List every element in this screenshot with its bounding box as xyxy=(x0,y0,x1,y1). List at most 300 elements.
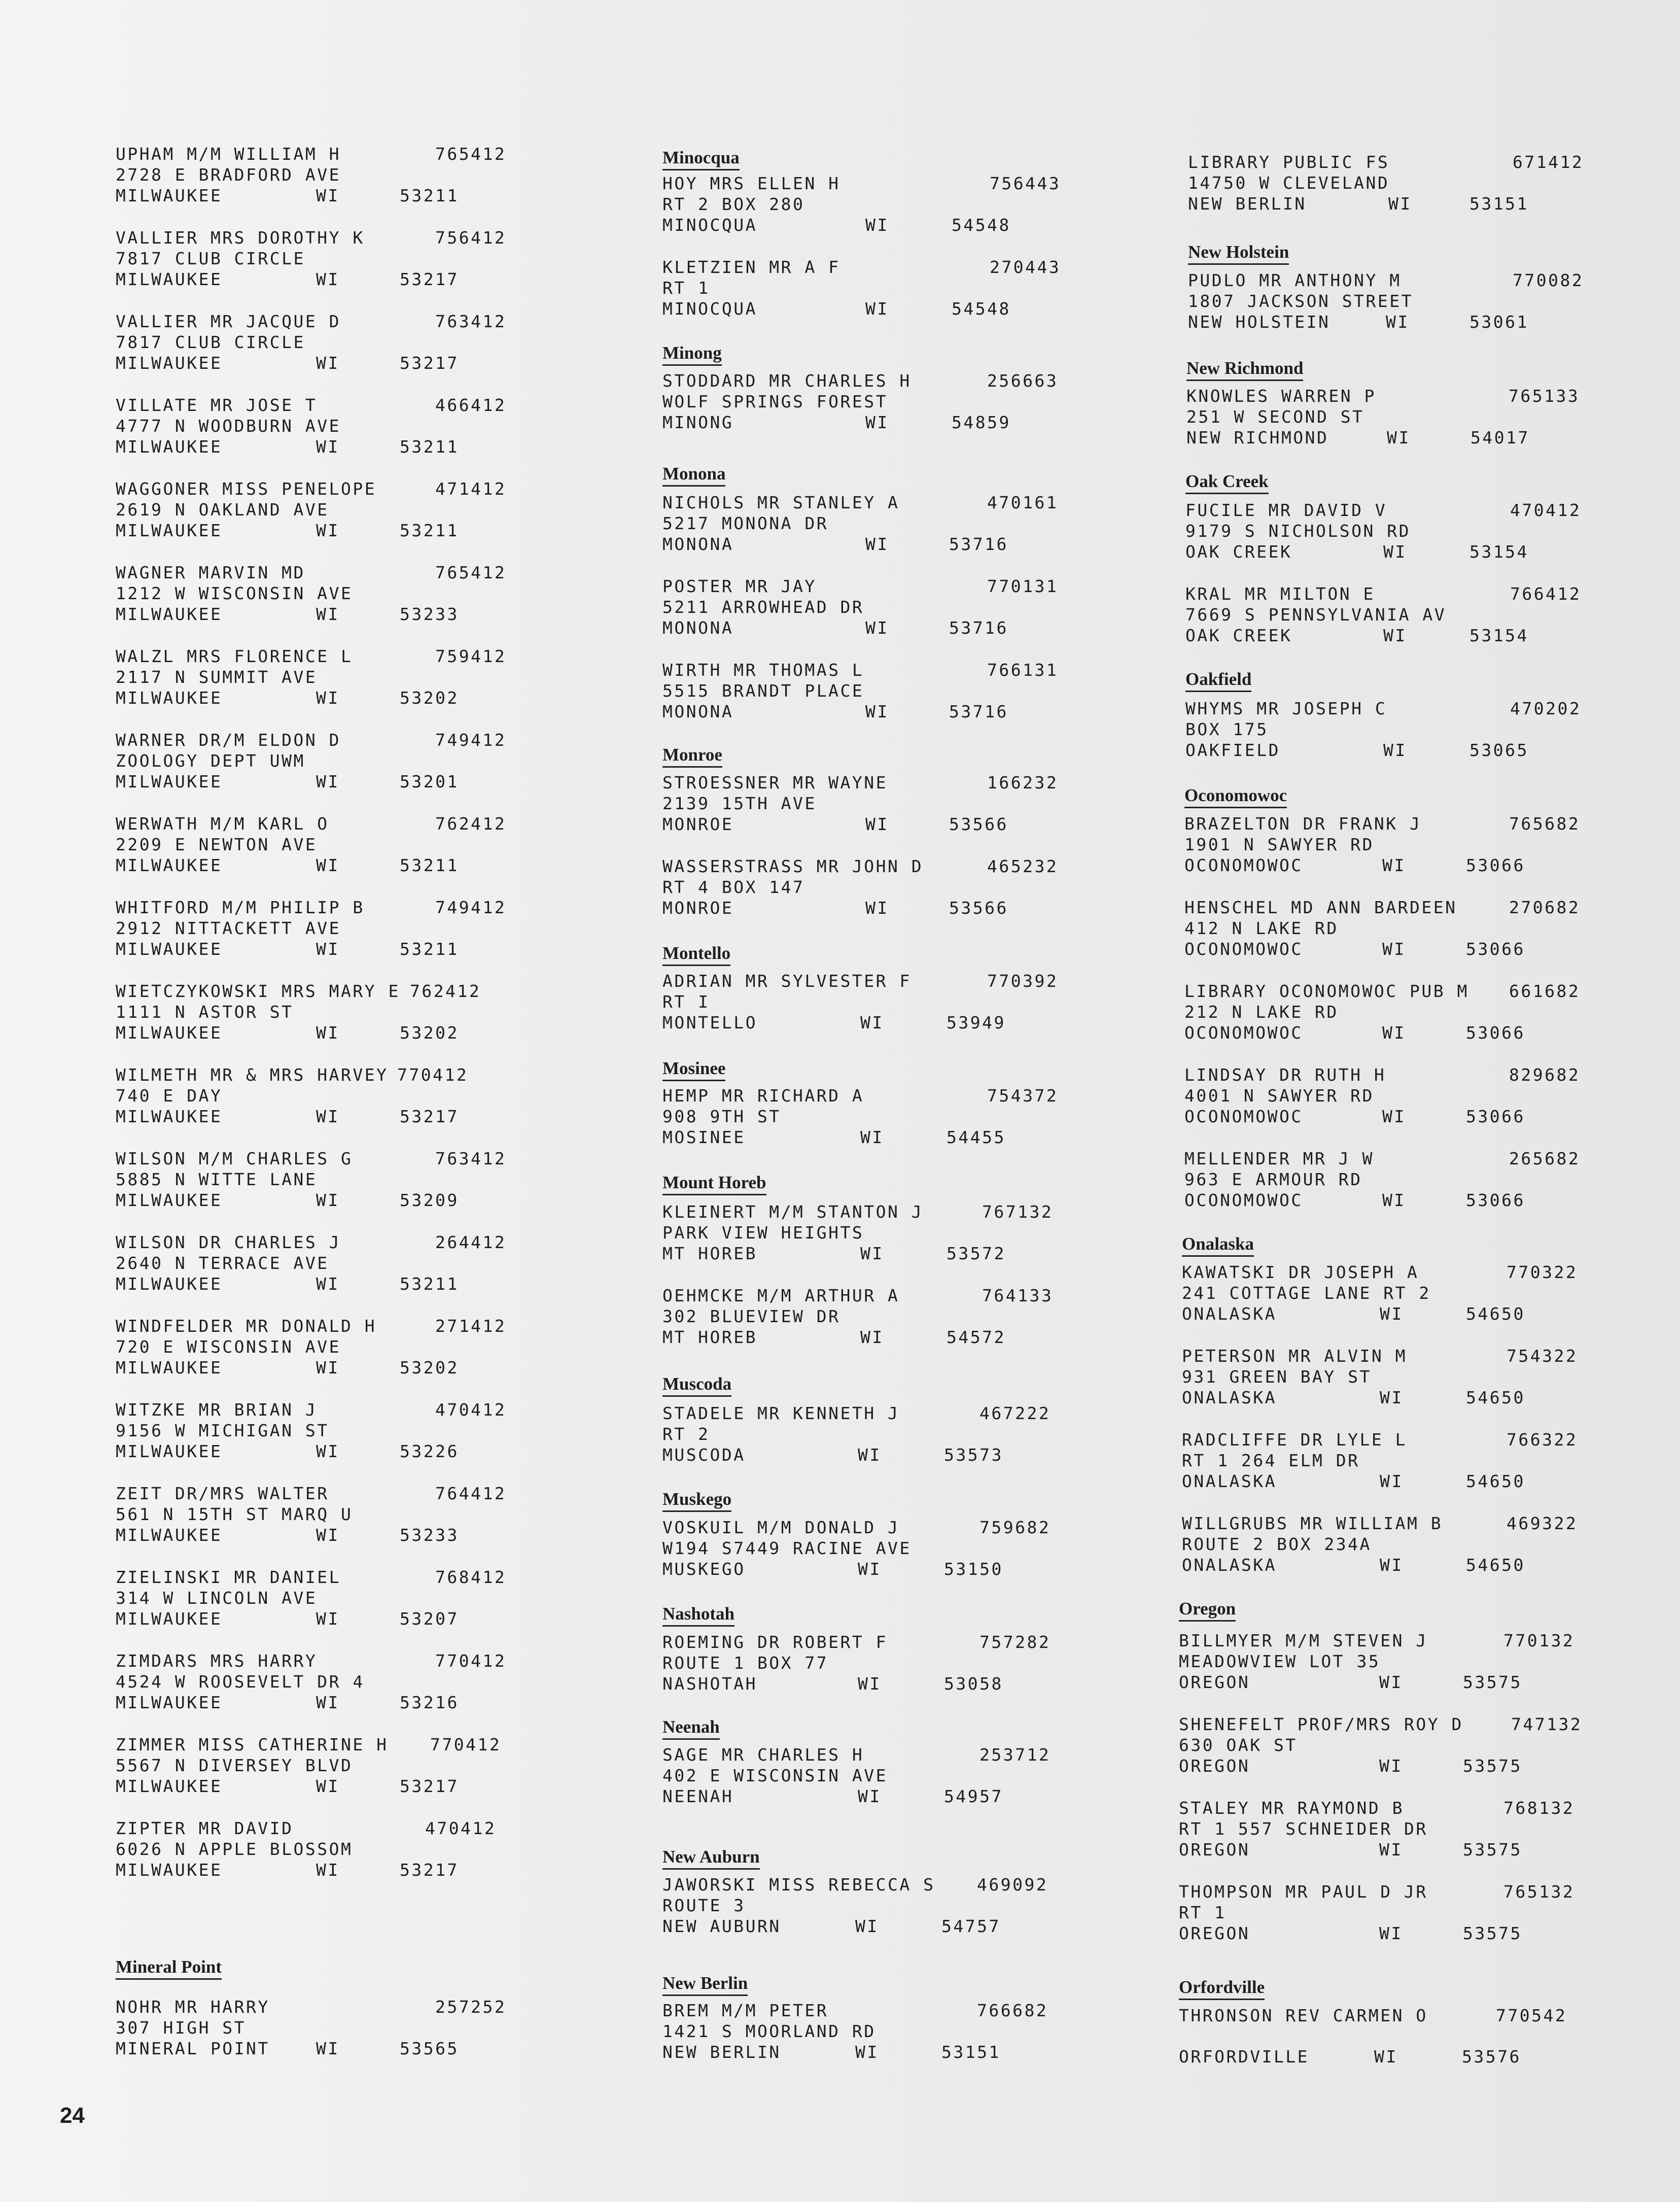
listing-state: WI xyxy=(1382,1023,1406,1043)
listing-city: NEW RICHMOND xyxy=(1186,428,1329,448)
listing-entry xyxy=(116,730,623,792)
listing-name: THRONSON REV CARMEN O xyxy=(1179,2006,1428,2025)
listing-name: MELLENDER MR J W xyxy=(1184,1149,1374,1168)
section-heading: Montello xyxy=(662,943,730,966)
listing-zip: 53233 xyxy=(400,604,459,624)
section-heading: Onalaska xyxy=(1182,1233,1254,1257)
listing-code: 465232 xyxy=(987,856,1059,876)
listing-state: WI xyxy=(1379,1923,1403,1943)
listing-name: WHYMS MR JOSEPH C xyxy=(1185,699,1387,718)
listing-code: 770132 xyxy=(1503,1631,1575,1650)
listing-entry xyxy=(1188,270,1680,332)
listing-address: 9156 W MICHIGAN ST xyxy=(116,1421,329,1440)
listing-name: WILLGRUBS MR WILLIAM B xyxy=(1182,1513,1443,1533)
listing-zip: 53202 xyxy=(400,1358,459,1378)
listing-city: MINOCQUA xyxy=(662,299,757,319)
listing-address: 412 N LAKE RD xyxy=(1184,918,1339,938)
listing-entry xyxy=(116,227,623,290)
listing-address: 5567 N DIVERSEY BLVD xyxy=(116,1756,353,1775)
listing-state: WI xyxy=(316,1274,340,1294)
listing-entry xyxy=(662,2000,1170,2062)
listing-name: WAGNER MARVIN MD xyxy=(116,563,305,582)
listing-address: 1901 N SAWYER RD xyxy=(1184,835,1374,854)
listing-name: WILSON M/M CHARLES G xyxy=(116,1149,353,1168)
listing-code: 770131 xyxy=(987,576,1059,596)
listing-zip: 53217 xyxy=(400,269,459,289)
listing-name: WIRTH MR THOMAS L xyxy=(662,660,864,680)
listing-zip: 53575 xyxy=(1463,1672,1522,1692)
listing-state: WI xyxy=(1383,626,1407,645)
listing-entry xyxy=(662,971,1170,1033)
listing-zip: 53211 xyxy=(400,1274,459,1294)
listing-code: 765412 xyxy=(435,563,507,582)
listing-name: KLEINERT M/M STANTON J xyxy=(662,1202,924,1222)
listing-address: 307 HIGH ST xyxy=(116,2018,247,2038)
listing-zip: 53565 xyxy=(400,2039,459,2058)
listing-entry xyxy=(662,257,1170,319)
listing-name: ADRIAN MR SYLVESTER F xyxy=(662,971,912,991)
listing-entry-city-line xyxy=(1179,2046,1680,2067)
listing-state: WI xyxy=(865,299,889,319)
listing-zip: 53233 xyxy=(400,1525,459,1545)
listing-state: WI xyxy=(1387,428,1411,448)
listing-zip: 54650 xyxy=(1466,1471,1525,1491)
listing-entry xyxy=(116,1734,623,1797)
listing-city: MOSINEE xyxy=(662,1127,746,1147)
listing-state: WI xyxy=(1379,1840,1403,1860)
listing-code: 264412 xyxy=(435,1232,507,1252)
listing-state: WI xyxy=(1382,855,1406,875)
listing-state: WI xyxy=(316,1860,340,1880)
section-heading: New Richmond xyxy=(1186,358,1303,381)
listing-code: 767132 xyxy=(982,1202,1054,1222)
listing-entry xyxy=(1185,583,1680,646)
listing-state: WI xyxy=(865,534,889,554)
listing-name: VALLIER MR JACQUE D xyxy=(116,312,341,331)
listing-name: WASSERSTRASS MR JOHN D xyxy=(662,856,924,876)
listing-state: WI xyxy=(1382,1107,1406,1126)
page-number: 24 xyxy=(60,2103,85,2128)
listing-address: 720 E WISCONSIN AVE xyxy=(116,1337,341,1357)
listing-address: 6026 N APPLE BLOSSOM xyxy=(116,1839,353,1859)
listing-zip: 53066 xyxy=(1466,939,1525,959)
listing-address: 2912 NITTACKETT AVE xyxy=(116,918,341,938)
listing-state: WI xyxy=(858,1445,882,1465)
listing-address: 4777 N WOODBURN AVE xyxy=(116,416,341,436)
listing-address: 2640 N TERRACE AVE xyxy=(116,1253,329,1273)
listing-zip: 53573 xyxy=(944,1445,1003,1465)
listing-zip: 53150 xyxy=(944,1559,1003,1579)
listing-entry xyxy=(116,1650,623,1713)
listing-address: RT 2 xyxy=(662,1424,710,1444)
section-heading: Mount Horeb xyxy=(662,1172,766,1195)
listing-state: WI xyxy=(858,1559,882,1579)
listing-city: NEW HOLSTEIN xyxy=(1188,312,1331,332)
listing-code: 749412 xyxy=(435,898,507,917)
listing-zip: 53151 xyxy=(1469,194,1529,214)
listing-address: 302 BLUEVIEW DR xyxy=(662,1306,841,1326)
listing-code: 764133 xyxy=(982,1286,1054,1305)
listing-code: 470161 xyxy=(987,493,1059,512)
listing-zip: 54757 xyxy=(941,1916,1001,1936)
listing-city: MT HOREB xyxy=(662,1244,757,1263)
listing-state: WI xyxy=(1388,194,1412,214)
listing-zip: 53217 xyxy=(400,1860,459,1880)
listing-address: 4524 W ROOSEVELT DR 4 xyxy=(116,1672,365,1692)
listing-city: MILWAUKEE xyxy=(116,1023,223,1043)
listing-code: 766682 xyxy=(977,2001,1048,2020)
listing-city: MILWAUKEE xyxy=(116,1358,223,1378)
section-heading: Oconomowoc xyxy=(1184,785,1287,808)
listing-entry xyxy=(1185,500,1680,562)
listing-code: 763412 xyxy=(435,1149,507,1168)
listing-entry xyxy=(1179,1881,1680,1944)
listing-state: WI xyxy=(865,702,889,721)
listing-city: OREGON xyxy=(1179,1840,1250,1860)
listing-code: 749412 xyxy=(435,730,507,750)
listing-address: 1807 JACKSON STREET xyxy=(1188,291,1413,311)
listing-entry xyxy=(662,1744,1170,1807)
listing-zip: 53065 xyxy=(1469,740,1529,760)
listing-city: MILWAUKEE xyxy=(116,772,223,792)
listing-state: WI xyxy=(316,186,340,205)
listing-city: MONONA xyxy=(662,534,734,554)
listing-address: 14750 W CLEVELAND xyxy=(1188,173,1390,193)
listing-address: 740 E DAY xyxy=(116,1086,223,1106)
listing-state: WI xyxy=(316,1441,340,1461)
listing-code: 470412 xyxy=(425,1818,497,1838)
listing-entry xyxy=(116,1399,623,1462)
listing-entry xyxy=(662,1085,1170,1148)
listing-name: BRAZELTON DR FRANK J xyxy=(1184,814,1422,834)
listing-city: ONALASKA xyxy=(1182,1304,1277,1324)
listing-address: 4001 N SAWYER RD xyxy=(1184,1086,1374,1106)
section-heading: Oregon xyxy=(1179,1598,1236,1622)
listing-entry xyxy=(662,1517,1170,1579)
listing-state: WI xyxy=(316,2039,340,2058)
listing-entry xyxy=(1182,1262,1680,1324)
listing-name: OEHMCKE M/M ARTHUR A xyxy=(662,1286,900,1305)
listing-address: 212 N LAKE RD xyxy=(1184,1002,1339,1022)
listing-address: 2728 E BRADFORD AVE xyxy=(116,165,341,185)
listing-name: WAGGONER MISS PENELOPE xyxy=(116,479,377,499)
listing-code: 770322 xyxy=(1507,1262,1578,1282)
listing-state: WI xyxy=(1379,1756,1403,1776)
listing-address: 7669 S PENNSYLVANIA AV xyxy=(1185,605,1447,625)
listing-entry xyxy=(662,492,1170,555)
listing-name: POSTER MR JAY xyxy=(662,576,817,596)
listing-zip: 54650 xyxy=(1466,1555,1525,1575)
listing-code: 756443 xyxy=(990,174,1061,193)
listing-name: VALLIER MRS DOROTHY K xyxy=(116,228,365,248)
listing-name: JAWORSKI MISS REBECCA S xyxy=(662,1875,935,1895)
listing-zip: 53066 xyxy=(1466,1023,1525,1043)
listing-code: 270443 xyxy=(990,257,1061,277)
listing-state: WI xyxy=(316,1358,340,1378)
listing-entry xyxy=(116,1232,623,1294)
listing-city: MILWAUKEE xyxy=(116,269,223,289)
listing-state: WI xyxy=(1386,312,1410,332)
listing-code: 766131 xyxy=(987,660,1059,680)
listing-zip: 53575 xyxy=(1463,1840,1522,1860)
listing-zip: 53211 xyxy=(400,855,459,875)
listing-entry xyxy=(1179,2005,1680,2026)
section-heading: Monona xyxy=(662,463,725,487)
listing-name: NICHOLS MR STANLEY A xyxy=(662,493,900,512)
listing-code: 754372 xyxy=(987,1086,1059,1106)
listing-zip: 53209 xyxy=(400,1190,459,1210)
listing-zip: 53716 xyxy=(949,534,1008,554)
listing-address: ROUTE 2 BOX 234A xyxy=(1182,1534,1372,1554)
listing-entry xyxy=(116,1483,623,1545)
listing-entry xyxy=(662,576,1170,638)
listing-address: 7817 CLUB CIRCLE xyxy=(116,332,305,352)
listing-code: 471412 xyxy=(435,479,507,499)
listing-code: 759412 xyxy=(435,646,507,666)
listing-entry xyxy=(662,1632,1170,1694)
listing-name: RADCLIFFE DR LYLE L xyxy=(1182,1430,1407,1450)
listing-address: MEADOWVIEW LOT 35 xyxy=(1179,1652,1381,1671)
listing-name: HENSCHEL MD ANN BARDEEN xyxy=(1184,898,1457,917)
listing-entry xyxy=(116,1148,623,1211)
listing-entry xyxy=(116,1818,623,1880)
listing-zip: 53216 xyxy=(400,1693,459,1712)
listing-entry xyxy=(116,311,623,373)
listing-state: WI xyxy=(316,353,340,373)
listing-code: 754322 xyxy=(1507,1346,1578,1366)
listing-zip: 53066 xyxy=(1466,1107,1525,1126)
listing-zip: 53211 xyxy=(400,939,459,959)
listing-name: LIBRARY OCONOMOWOC PUB M xyxy=(1184,981,1469,1001)
listing-code: 768412 xyxy=(435,1567,507,1587)
listing-city: MONROE xyxy=(662,814,734,834)
listing-name: KRAL MR MILTON E xyxy=(1185,584,1375,604)
listing-name: PUDLO MR ANTHONY M xyxy=(1188,270,1402,290)
listing-state: WI xyxy=(1382,939,1406,959)
listing-address: 402 E WISCONSIN AVE xyxy=(662,1766,888,1785)
listing-zip: 53207 xyxy=(400,1609,459,1629)
listing-address: 5885 N WITTE LANE xyxy=(116,1169,318,1189)
listing-address: RT 1 264 ELM DR xyxy=(1182,1451,1360,1470)
listing-entry xyxy=(116,144,623,206)
listing-entry xyxy=(662,1403,1170,1465)
listing-city: MUSCODA xyxy=(662,1445,746,1465)
listing-city: OREGON xyxy=(1179,1923,1250,1943)
listing-name: UPHAM M/M WILLIAM H xyxy=(116,144,341,164)
listing-code: 265682 xyxy=(1509,1149,1581,1168)
listing-city: MINERAL POINT xyxy=(116,2039,270,2058)
listing-zip: 53226 xyxy=(400,1441,459,1461)
listing-city: MILWAUKEE xyxy=(116,437,223,457)
listing-address: 5211 ARROWHEAD DR xyxy=(662,597,864,617)
listing-zip: 53202 xyxy=(400,688,459,708)
listing-state: WI xyxy=(316,855,340,875)
section-heading: Minocqua xyxy=(662,147,740,170)
listing-code: 756412 xyxy=(435,228,507,248)
listing-city: MT HOREB xyxy=(662,1327,757,1347)
listing-city: ONALASKA xyxy=(1182,1388,1277,1407)
listing-zip: 53217 xyxy=(400,353,459,373)
listing-city: MILWAUKEE xyxy=(116,1190,223,1210)
listing-address: 630 OAK ST xyxy=(1179,1735,1298,1755)
listing-entry xyxy=(1186,386,1680,448)
listing-zip: 54957 xyxy=(944,1786,1003,1806)
listing-code: 770412 xyxy=(430,1735,502,1754)
listing-name: THOMPSON MR PAUL D JR xyxy=(1179,1882,1428,1902)
listing-city: MILWAUKEE xyxy=(116,353,223,373)
listing-name: WITZKE MR BRIAN J xyxy=(116,1400,318,1420)
listing-address: ROUTE 3 xyxy=(662,1896,746,1915)
section-heading: Muscoda xyxy=(662,1373,731,1397)
listing-entry xyxy=(1179,1630,1680,1693)
listing-zip: 53211 xyxy=(400,437,459,457)
listing-code-cell xyxy=(430,1734,532,1755)
listing-zip: 53202 xyxy=(400,1023,459,1043)
listing-entry xyxy=(116,981,623,1043)
listing-state: WI xyxy=(316,772,340,792)
listing-name: KAWATSKI DR JOSEPH A xyxy=(1182,1262,1419,1282)
listing-state: WI xyxy=(865,898,889,918)
listing-code: 759682 xyxy=(979,1518,1051,1537)
section-heading: Nashotah xyxy=(662,1603,734,1627)
listing-zip: 53576 xyxy=(1462,2047,1521,2067)
listing-entry xyxy=(116,1997,623,2059)
listing-city: MINONG xyxy=(662,412,734,432)
listing-name: STROESSNER MR WAYNE xyxy=(662,773,888,793)
listing-state: WI xyxy=(860,1244,884,1263)
listing-entry xyxy=(116,897,623,959)
section-heading: Monroe xyxy=(662,744,722,768)
listing-city: OCONOMOWOC xyxy=(1184,855,1303,875)
listing-code: 762412 xyxy=(435,814,507,834)
listing-city: MONTELLO xyxy=(662,1013,757,1033)
listing-state: WI xyxy=(860,1013,884,1033)
listing-code: 765412 xyxy=(435,144,507,164)
listing-city: OAK CREEK xyxy=(1185,542,1292,562)
listing-entry xyxy=(116,1567,623,1629)
listing-name: STADELE MR KENNETH J xyxy=(662,1403,900,1423)
listing-state: WI xyxy=(1374,2047,1398,2067)
listing-zip: 53716 xyxy=(949,702,1008,721)
listing-city: MILWAUKEE xyxy=(116,1693,223,1712)
listing-name: HOY MRS ELLEN H xyxy=(662,174,841,193)
listing-code: 770542 xyxy=(1496,2006,1567,2025)
listing-entry xyxy=(116,562,623,625)
listing-city: OREGON xyxy=(1179,1672,1250,1692)
listing-zip: 53566 xyxy=(949,814,1008,834)
section-heading: Minong xyxy=(662,342,722,366)
listing-city: ONALASKA xyxy=(1182,1471,1277,1491)
listing-name: SHENEFELT PROF/MRS ROY D xyxy=(1179,1714,1463,1734)
listing-address: 7817 CLUB CIRCLE xyxy=(116,249,305,268)
listing-zip: 53066 xyxy=(1466,855,1525,875)
listing-zip: 53154 xyxy=(1469,542,1529,562)
listing-entry xyxy=(662,856,1170,918)
listing-code: 765682 xyxy=(1509,814,1581,834)
listing-address: 5217 MONONA DR xyxy=(662,513,829,533)
section-heading: Mosinee xyxy=(662,1058,725,1081)
listing-code: 671412 xyxy=(1513,152,1584,172)
listing-state: WI xyxy=(1383,542,1407,562)
listing-entry xyxy=(1182,1346,1680,1408)
listing-address: RT 1 xyxy=(662,278,710,298)
listing-code: 766412 xyxy=(1510,584,1582,604)
listing-address: 2619 N OAKLAND AVE xyxy=(116,500,329,520)
listing-entry xyxy=(1184,897,1680,959)
listing-state: WI xyxy=(316,437,340,457)
listing-state: WI xyxy=(1383,740,1407,760)
listing-address: 251 W SECOND ST xyxy=(1186,407,1364,427)
listing-code: 770412 xyxy=(397,1065,469,1085)
listing-code: 166232 xyxy=(987,773,1059,793)
listing-entry xyxy=(662,173,1170,235)
listing-code: 469322 xyxy=(1507,1513,1578,1533)
listing-name: LIBRARY PUBLIC FS xyxy=(1188,152,1390,172)
listing-state: WI xyxy=(865,412,889,432)
listing-name: WHITFORD M/M PHILIP B xyxy=(116,898,365,917)
listing-code: 762412 xyxy=(410,981,481,1001)
listing-city: NEW BERLIN xyxy=(1188,194,1307,214)
listing-zip: 53061 xyxy=(1469,312,1529,332)
section-heading: Mineral Point xyxy=(116,1956,222,1980)
listing-entry xyxy=(1184,981,1680,1043)
listing-code: 270682 xyxy=(1509,898,1581,917)
listing-entry xyxy=(1184,1064,1680,1127)
listing-state: WI xyxy=(858,1786,882,1806)
listing-name: PETERSON MR ALVIN M xyxy=(1182,1346,1407,1366)
listing-entry xyxy=(662,370,1170,433)
listing-zip: 54548 xyxy=(952,299,1011,319)
listing-state: WI xyxy=(316,1190,340,1210)
listing-code: 747132 xyxy=(1511,1714,1583,1734)
listing-address: 314 W LINCOLN AVE xyxy=(116,1588,318,1608)
listing-state: WI xyxy=(865,814,889,834)
listing-code: 765132 xyxy=(1503,1882,1575,1902)
listing-zip: 54572 xyxy=(947,1327,1006,1347)
listing-code: 469092 xyxy=(977,1875,1048,1895)
listing-zip: 53154 xyxy=(1469,626,1529,645)
listing-name: FUCILE MR DAVID V xyxy=(1185,500,1387,520)
listing-zip: 54859 xyxy=(952,412,1011,432)
listing-address: 5515 BRANDT PLACE xyxy=(662,681,864,701)
listing-city: MILWAUKEE xyxy=(116,939,223,959)
listing-address: 931 GREEN BAY ST xyxy=(1182,1367,1372,1387)
listing-city: NASHOTAH xyxy=(662,1674,757,1694)
listing-city: MILWAUKEE xyxy=(116,521,223,540)
listing-city: MILWAUKEE xyxy=(116,604,223,624)
listing-entry xyxy=(662,1874,1170,1937)
listing-entry xyxy=(1184,1148,1680,1211)
listing-state: WI xyxy=(316,688,340,708)
listing-code: 257252 xyxy=(435,1997,507,2017)
listing-address: 241 COTTAGE LANE RT 2 xyxy=(1182,1283,1431,1303)
listing-address: 1111 N ASTOR ST xyxy=(116,1002,294,1022)
listing-state: WI xyxy=(858,1674,882,1694)
listing-name: WINDFELDER MR DONALD H xyxy=(116,1316,377,1336)
listing-entry xyxy=(116,813,623,876)
listing-city: MONROE xyxy=(662,898,734,918)
listing-entry xyxy=(1182,1429,1680,1492)
listing-address: 1212 W WISCONSIN AVE xyxy=(116,583,353,603)
listing-name: HEMP MR RICHARD A xyxy=(662,1086,864,1106)
listing-city: MILWAUKEE xyxy=(116,1107,223,1126)
listing-entry xyxy=(1179,1798,1680,1860)
listing-name: KNOWLES WARREN P xyxy=(1186,386,1376,406)
listing-zip: 53949 xyxy=(947,1013,1006,1033)
listing-zip: 53058 xyxy=(944,1674,1003,1694)
listing-address: RT 1 557 SCHNEIDER DR xyxy=(1179,1819,1428,1839)
listing-city: MILWAUKEE xyxy=(116,1525,223,1545)
